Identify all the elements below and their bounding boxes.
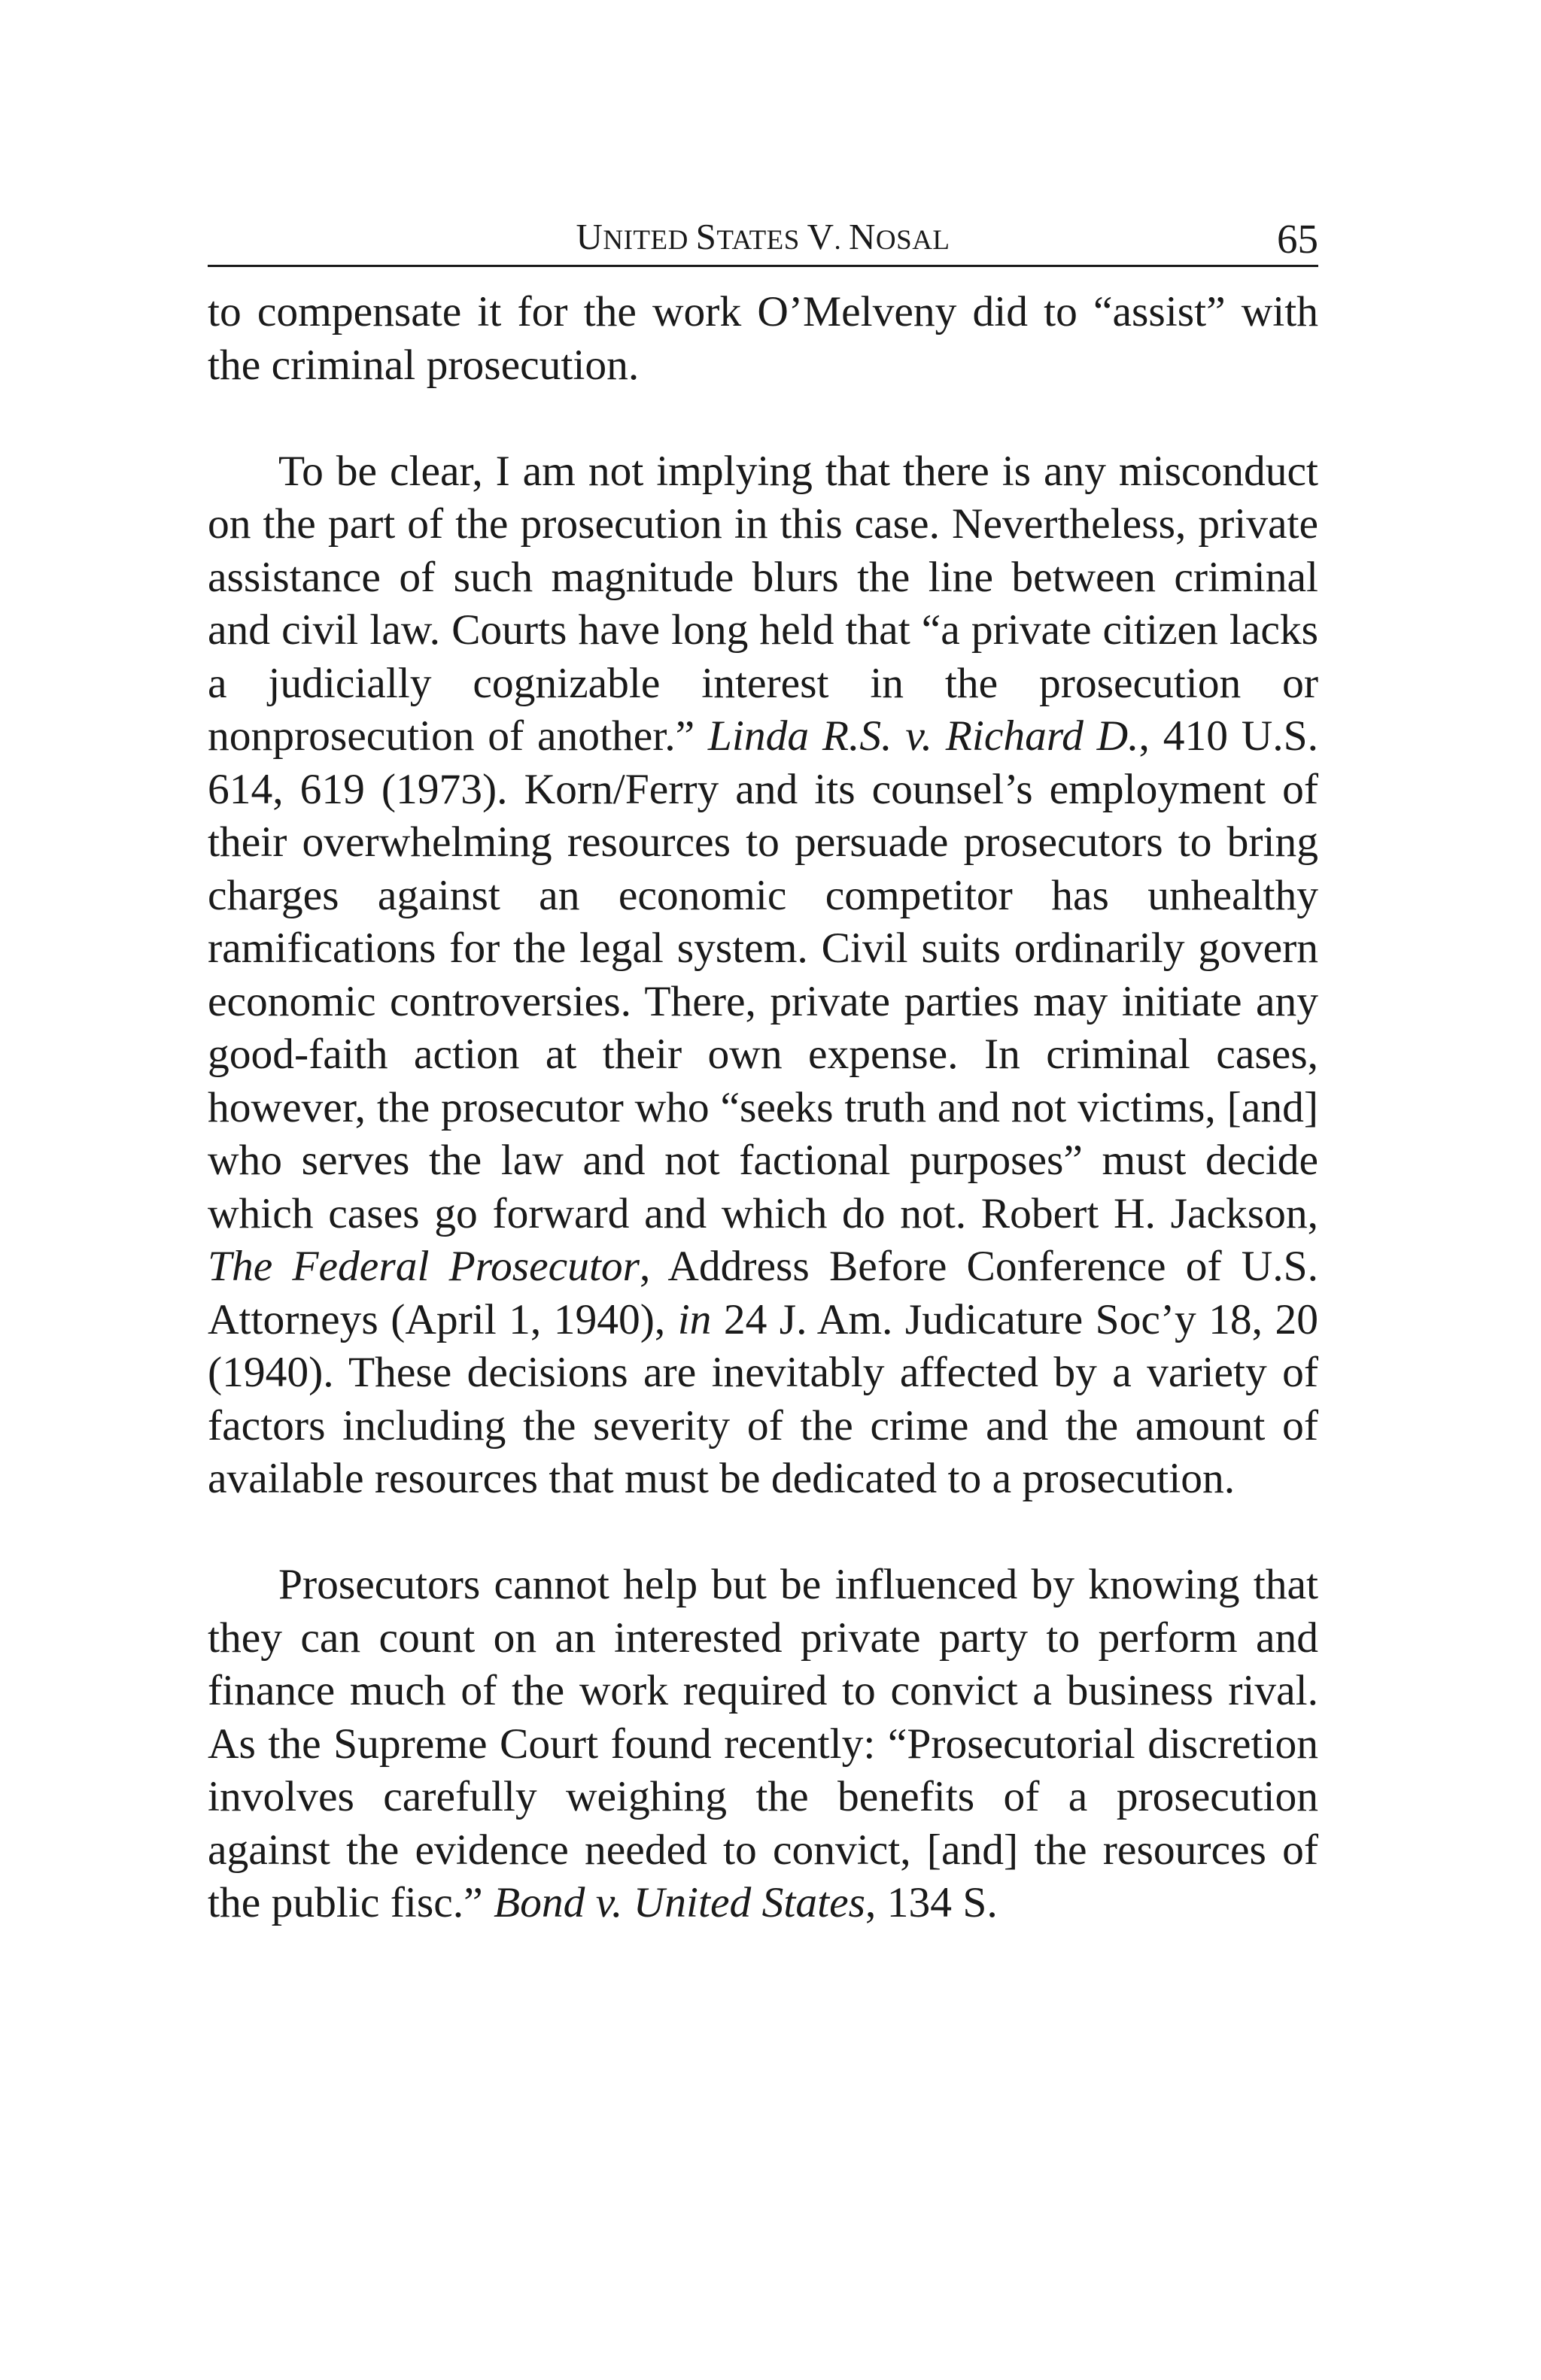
case-title-word: V. <box>807 216 850 257</box>
paragraph <box>208 445 1318 1506</box>
case-title-word: STATES <box>695 216 807 257</box>
paragraph-continuation <box>208 286 1318 392</box>
text-segment: 24 J. Am. Judicature Soc’y 18, 20 (1940). These decisions are inevitably affected by a variety of factors including the severity of the crime and the amount of available resources that must be dedicated to a prosecution. <box>208 1295 1318 1502</box>
document-page <box>208 212 1318 1930</box>
text-segment: Prosecutors cannot help but be influenced by knowing that they can count on an interested private party to perform and finance much of the work required to convict a business rival. As the Supreme Court found recently: “Prosecutorial discretion involves carefully weighing the benefits of a prosecution against the evidence needed to convict, [and] the resources of the public fisc.” <box>208 1561 1318 1926</box>
paragraph <box>208 1559 1318 1930</box>
text-segment: To be clear, I am not implying that there is any misconduct on the part of the prosecution in this case. Nevertheless, private assistance of such magnitude blurs the line between criminal and civil law. Courts have long held that “a private citizen lacks a judicially cognizable interest in the prosecution or nonprosecution of another.” <box>208 447 1318 760</box>
case-citation: Linda R.S. v. Richard D. <box>707 712 1139 760</box>
work-title: The Federal Prosecutor <box>208 1243 640 1290</box>
text-segment: , 134 S. <box>865 1879 998 1926</box>
text-segment: , Address Before Conference of U.S. Attorneys (April 1, 1940), <box>208 1243 1319 1343</box>
citation-signal: in <box>677 1295 712 1343</box>
text-segment: to compensate it for the work O’Melveny did to “assist” with the criminal prosecution. <box>208 288 1318 389</box>
text-segment: , 410 U.S. 614, 619 (1973). Korn/Ferry and its counsel’s employment of their overwhelming resources to persuade prosecutors to bring charges against an economic competitor has unhealthy ramifications for the legal system. Civil suits ordinarily govern economic controversies. There, private parties may initiate any good-faith action at their own expense. In criminal cases, however, the prosecutor who “seeks truth and not victims, [and] who serves the law and not factional purposes” must decide which cases go forward and which do not. Robert H. Jackson, <box>208 712 1318 1237</box>
page-number: 65 <box>1277 216 1318 262</box>
running-header <box>208 212 1318 267</box>
case-title <box>208 215 1318 258</box>
case-title-word: UNITED <box>576 216 696 257</box>
body-text <box>208 286 1318 1930</box>
case-title-word: NOSAL <box>849 216 950 257</box>
case-citation: Bond v. United States <box>494 1879 865 1926</box>
